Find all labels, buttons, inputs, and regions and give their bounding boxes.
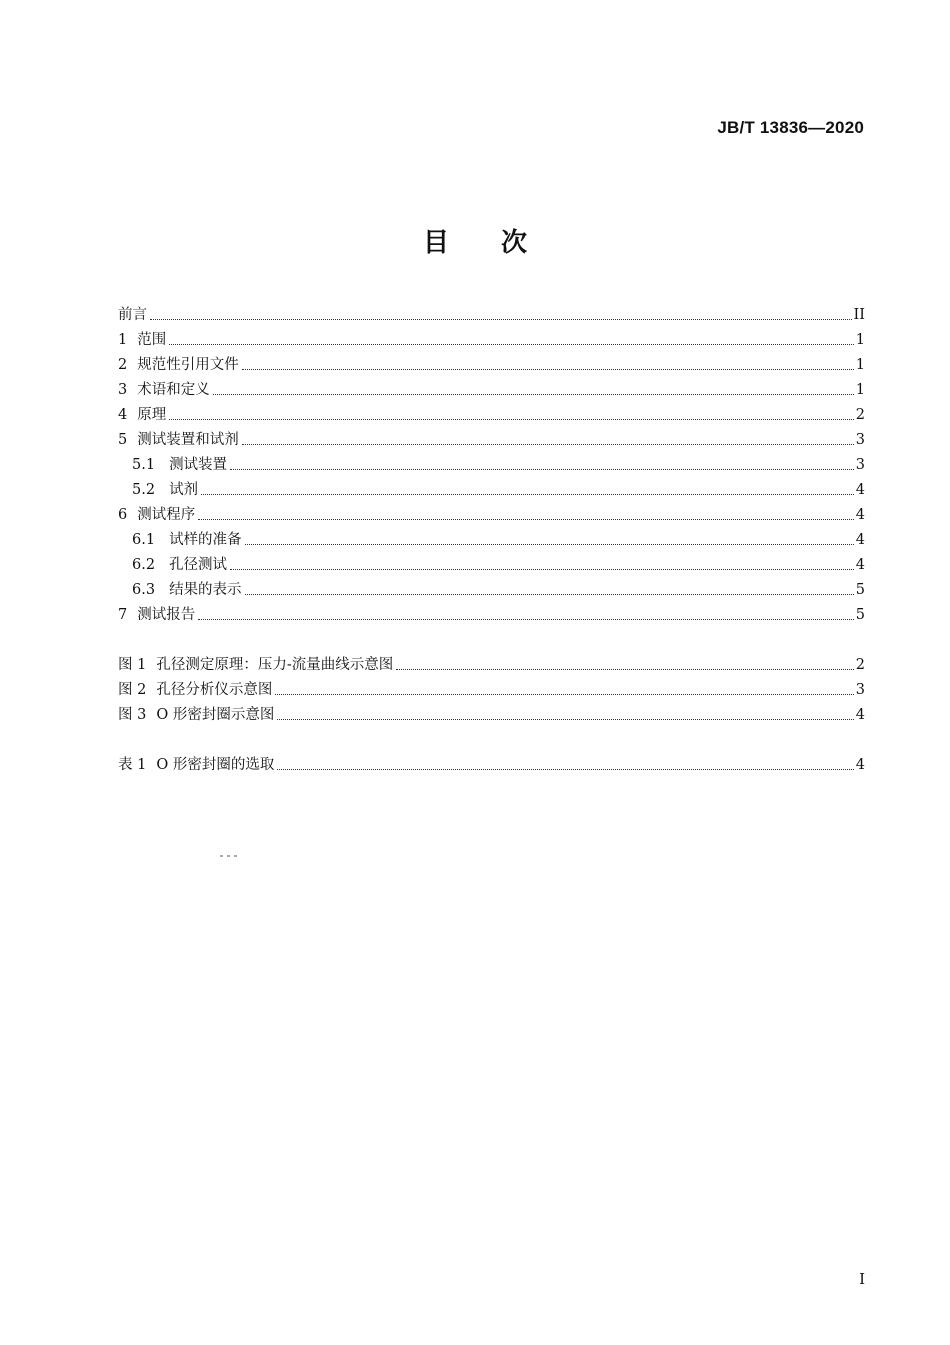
toc-entry-number: 1: [118, 332, 128, 348]
dot-leader: [201, 493, 854, 495]
dot-leader: [275, 693, 853, 695]
toc-entry-number: 6.3: [132, 582, 156, 598]
toc-entry-6-1[interactable]: [118, 525, 865, 549]
page-number: I: [859, 1270, 865, 1288]
figure-entry-3[interactable]: [118, 700, 865, 724]
toc-entry-2[interactable]: [118, 350, 865, 374]
toc-entry-number: 5.2: [132, 482, 156, 498]
toc-entry-1[interactable]: [118, 325, 865, 349]
dot-leader: [230, 468, 854, 470]
toc-entry-page: 1: [855, 332, 865, 348]
figure-label: O 形密封圈示意图: [156, 707, 275, 723]
toc-entry-page: 4: [855, 532, 865, 548]
title-char-2: 次: [501, 228, 528, 258]
toc-entry-page: 1: [855, 382, 865, 398]
dot-leader: [169, 343, 854, 345]
toc-entry-label: 规范性引用文件: [137, 357, 239, 373]
toc-entry-7[interactable]: [118, 600, 865, 624]
dot-leader: [277, 718, 853, 720]
toc-entry-6-3[interactable]: [118, 575, 865, 599]
toc-entry-label: 试剂: [169, 482, 199, 498]
toc-entry-label: 孔径测试: [169, 557, 228, 573]
toc-entry-foreword[interactable]: [118, 300, 865, 324]
toc-entry-6[interactable]: [118, 500, 865, 524]
figure-label: 孔径测定原理：压力-流量曲线示意图: [156, 657, 394, 673]
toc-entry-page: 5: [855, 582, 865, 598]
table-page: 4: [855, 757, 865, 773]
toc-entry-label: 测试程序: [137, 507, 196, 523]
toc-entry-page: 1: [855, 357, 865, 373]
dot-leader: [245, 543, 854, 545]
dot-leader: [242, 368, 854, 370]
figure-entry-2[interactable]: [118, 675, 865, 699]
toc-entry-label: 范围: [137, 332, 167, 348]
toc-entry-page: 5: [855, 607, 865, 623]
figure-page: 4: [855, 707, 865, 723]
dot-leader: [396, 668, 854, 670]
toc-entry-number: 5: [118, 432, 128, 448]
toc-entry-number: 2: [118, 357, 128, 373]
standard-code: JB/T 13836—2020: [717, 118, 864, 137]
toc-entry-page: 3: [855, 432, 865, 448]
dot-leader: [198, 518, 854, 520]
toc-entry-4[interactable]: [118, 400, 865, 424]
dot-leader: [277, 768, 853, 770]
toc-entry-label: 试样的准备: [169, 532, 242, 548]
toc-entry-5-1[interactable]: [118, 450, 865, 474]
toc-entry-label: 结果的表示: [169, 582, 242, 598]
dot-leader: [213, 393, 854, 395]
toc-entry-5-2[interactable]: [118, 475, 865, 499]
toc-entry-label: 原理: [137, 407, 167, 423]
figure-entry-1[interactable]: [118, 650, 865, 674]
toc-entry-label: 前言: [118, 307, 147, 323]
table-number: 表 1: [118, 757, 147, 773]
toc-entry-label: 测试装置: [169, 457, 228, 473]
title-char-1: 目: [422, 228, 449, 258]
figure-page: 3: [855, 682, 865, 698]
figure-label: 孔径分析仪示意图: [156, 682, 273, 698]
dot-leader: [242, 443, 854, 445]
toc-entry-page: 2: [855, 407, 865, 423]
scan-artifact: [220, 842, 250, 845]
toc-entry-page: II: [853, 307, 865, 323]
toc-entry-label: 测试报告: [137, 607, 196, 623]
dot-leader: [169, 418, 854, 420]
toc-entry-page: 4: [855, 507, 865, 523]
dot-leader: [245, 593, 854, 595]
dot-leader: [230, 568, 854, 570]
table-label: O 形密封圈的选取: [156, 757, 275, 773]
toc-entry-number: 4: [118, 407, 128, 423]
figure-number: 图 3: [118, 707, 147, 723]
toc-entry-number: 5.1: [132, 457, 156, 473]
toc-entry-number: 7: [118, 607, 128, 623]
figure-page: 2: [855, 657, 865, 673]
toc-entry-page: 4: [855, 482, 865, 498]
dot-leader: [150, 318, 852, 320]
toc-entry-label: 测试装置和试剂: [137, 432, 239, 448]
toc-entry-page: 4: [855, 557, 865, 573]
page-title: [0, 222, 950, 259]
toc-entry-number: 6.2: [132, 557, 156, 573]
toc-entry-page: 3: [855, 457, 865, 473]
toc-entry-3[interactable]: [118, 375, 865, 399]
dot-leader: [198, 618, 854, 620]
table-entry-1[interactable]: [118, 750, 865, 774]
toc-entry-number: 6: [118, 507, 128, 523]
figure-number: 图 2: [118, 682, 147, 698]
toc-entry-label: 术语和定义: [137, 382, 210, 398]
toc-entry-5[interactable]: [118, 425, 865, 449]
toc-entry-6-2[interactable]: [118, 550, 865, 574]
toc-entry-number: 3: [118, 382, 128, 398]
toc-entry-number: 6.1: [132, 532, 156, 548]
figure-number: 图 1: [118, 657, 147, 673]
